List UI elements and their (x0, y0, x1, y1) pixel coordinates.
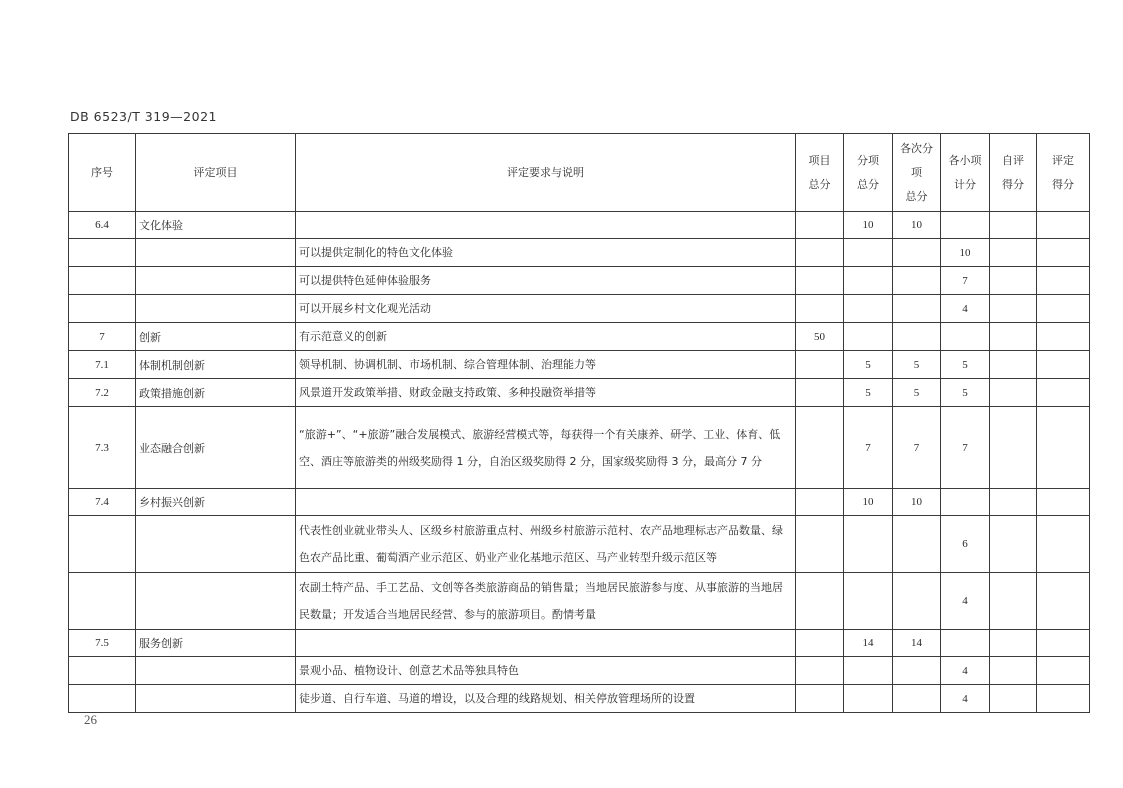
cell-self-score (990, 351, 1037, 379)
cell-each-sub-total (893, 685, 941, 713)
cell-item: 业态融合创新 (136, 407, 296, 489)
cell-requirement (296, 212, 796, 239)
cell-self-score (990, 239, 1037, 267)
cell-self-score (990, 267, 1037, 295)
cell-project-total: 50 (796, 323, 844, 351)
table-row (69, 489, 1090, 516)
cell-final-score (1037, 489, 1090, 516)
document-code: DB 6523/T 319—2021 (70, 109, 217, 124)
cell-final-score (1037, 630, 1090, 657)
cell-project-total (796, 685, 844, 713)
cell-each-sub-total (893, 239, 941, 267)
cell-seq (69, 267, 136, 295)
cell-sub-total (844, 685, 893, 713)
cell-seq (69, 295, 136, 323)
cell-each-sub-total: 5 (893, 379, 941, 407)
cell-final-score (1037, 239, 1090, 267)
table-row (69, 295, 1090, 323)
cell-self-score (990, 489, 1037, 516)
cell-sub-total (844, 239, 893, 267)
table-row (69, 685, 1090, 713)
cell-requirement: 代表性创业就业带头人、区级乡村旅游重点村、州级乡村旅游示范村、农产品地理标志产品数量、绿色农产品比重、葡萄酒产业示范区、奶业产业化基地示范区、马产业转型升级示范区等 (296, 516, 796, 573)
cell-each-sub-total (893, 516, 941, 573)
cell-seq (69, 516, 136, 573)
cell-item: 服务创新 (136, 630, 296, 657)
cell-each-sub-total (893, 657, 941, 685)
cell-self-score (990, 657, 1037, 685)
cell-item (136, 295, 296, 323)
cell-sub-total: 5 (844, 379, 893, 407)
cell-seq: 7.5 (69, 630, 136, 657)
cell-final-score (1037, 657, 1090, 685)
cell-self-score (990, 573, 1037, 630)
cell-small-item-score: 4 (941, 657, 990, 685)
cell-self-score (990, 685, 1037, 713)
cell-requirement (296, 489, 796, 516)
cell-item (136, 516, 296, 573)
header-small-item-score: 各小项 计分 (941, 134, 990, 212)
cell-item (136, 239, 296, 267)
cell-self-score (990, 407, 1037, 489)
cell-self-score (990, 379, 1037, 407)
cell-requirement: 景观小品、植物设计、创意艺术品等独具特色 (296, 657, 796, 685)
cell-self-score (990, 323, 1037, 351)
cell-item: 体制机制创新 (136, 351, 296, 379)
cell-small-item-score: 4 (941, 685, 990, 713)
cell-small-item-score: 10 (941, 239, 990, 267)
cell-small-item-score (941, 489, 990, 516)
cell-final-score (1037, 379, 1090, 407)
cell-item (136, 573, 296, 630)
cell-self-score (990, 630, 1037, 657)
cell-project-total (796, 657, 844, 685)
cell-project-total (796, 573, 844, 630)
cell-sub-total (844, 516, 893, 573)
header-requirements: 评定要求与说明 (296, 134, 796, 212)
table-row (69, 351, 1090, 379)
table-header-row (69, 134, 1090, 212)
cell-each-sub-total: 10 (893, 489, 941, 516)
cell-sub-total (844, 323, 893, 351)
cell-each-sub-total (893, 267, 941, 295)
cell-seq: 7.2 (69, 379, 136, 407)
cell-seq: 7 (69, 323, 136, 351)
header-project-total: 项目 总分 (796, 134, 844, 212)
cell-final-score (1037, 323, 1090, 351)
cell-project-total (796, 379, 844, 407)
table-row (69, 323, 1090, 351)
cell-project-total (796, 516, 844, 573)
cell-self-score (990, 516, 1037, 573)
cell-requirement: 可以提供定制化的特色文化体验 (296, 239, 796, 267)
cell-item: 创新 (136, 323, 296, 351)
cell-each-sub-total: 7 (893, 407, 941, 489)
cell-small-item-score: 4 (941, 573, 990, 630)
header-final-score: 评定 得分 (1037, 134, 1090, 212)
table-row (69, 267, 1090, 295)
cell-project-total (796, 267, 844, 295)
cell-self-score (990, 212, 1037, 239)
cell-seq: 7.1 (69, 351, 136, 379)
header-item: 评定项目 (136, 134, 296, 212)
table-row (69, 407, 1090, 489)
cell-requirement: 可以开展乡村文化观光活动 (296, 295, 796, 323)
cell-requirement (296, 630, 796, 657)
cell-sub-total (844, 267, 893, 295)
cell-small-item-score: 5 (941, 351, 990, 379)
cell-seq: 7.3 (69, 407, 136, 489)
cell-sub-total (844, 573, 893, 630)
cell-sub-total: 14 (844, 630, 893, 657)
cell-final-score (1037, 295, 1090, 323)
cell-requirement: 徒步道、自行车道、马道的增设，以及合理的线路规划、相关停放管理场所的设置 (296, 685, 796, 713)
table-row (69, 573, 1090, 630)
cell-final-score (1037, 516, 1090, 573)
cell-each-sub-total: 5 (893, 351, 941, 379)
cell-item: 政策措施创新 (136, 379, 296, 407)
cell-seq (69, 239, 136, 267)
cell-final-score (1037, 212, 1090, 239)
cell-small-item-score: 6 (941, 516, 990, 573)
cell-small-item-score: 7 (941, 267, 990, 295)
cell-requirement: 可以提供特色延伸体验服务 (296, 267, 796, 295)
cell-project-total (796, 295, 844, 323)
cell-project-total (796, 351, 844, 379)
cell-seq: 6.4 (69, 212, 136, 239)
cell-sub-total: 5 (844, 351, 893, 379)
cell-small-item-score (941, 630, 990, 657)
cell-seq (69, 657, 136, 685)
cell-sub-total (844, 295, 893, 323)
cell-final-score (1037, 267, 1090, 295)
cell-seq: 7.4 (69, 489, 136, 516)
cell-item (136, 657, 296, 685)
cell-final-score (1037, 407, 1090, 489)
cell-sub-total (844, 657, 893, 685)
cell-project-total (796, 239, 844, 267)
cell-item (136, 685, 296, 713)
cell-item: 文化体验 (136, 212, 296, 239)
cell-requirement: “旅游+”、“+旅游”融合发展模式、旅游经营模式等，每获得一个有关康养、研学、工业、体育、低空、酒庄等旅游类的州级奖励得 1 分，自治区级奖励得 2 分，国家级奖励得 3 分，最高分 7 分 (296, 407, 796, 489)
table-row (69, 630, 1090, 657)
cell-seq (69, 573, 136, 630)
header-each-sub-total: 各次分 项 总分 (893, 134, 941, 212)
cell-requirement: 有示范意义的创新 (296, 323, 796, 351)
header-self-score: 自评 得分 (990, 134, 1037, 212)
cell-item: 乡村振兴创新 (136, 489, 296, 516)
cell-self-score (990, 295, 1037, 323)
cell-small-item-score: 5 (941, 379, 990, 407)
cell-item (136, 267, 296, 295)
header-seq: 序号 (69, 134, 136, 212)
cell-final-score (1037, 351, 1090, 379)
cell-requirement: 风景道开发政策举措、财政金融支持政策、多种投融资举措等 (296, 379, 796, 407)
cell-final-score (1037, 685, 1090, 713)
cell-requirement: 农副土特产品、手工艺品、文创等各类旅游商品的销售量；当地居民旅游参与度、从事旅游的当地居民数量；开发适合当地居民经营、参与的旅游项目。酌情考量 (296, 573, 796, 630)
cell-project-total (796, 212, 844, 239)
cell-final-score (1037, 573, 1090, 630)
cell-seq (69, 685, 136, 713)
table-row (69, 212, 1090, 239)
table-row (69, 657, 1090, 685)
cell-sub-total: 10 (844, 489, 893, 516)
cell-small-item-score (941, 323, 990, 351)
cell-small-item-score: 4 (941, 295, 990, 323)
evaluation-table (68, 133, 1090, 713)
cell-sub-total: 10 (844, 212, 893, 239)
table-row (69, 379, 1090, 407)
cell-each-sub-total: 14 (893, 630, 941, 657)
table-row (69, 239, 1090, 267)
page-number: 26 (84, 712, 97, 727)
cell-requirement: 领导机制、协调机制、市场机制、综合管理体制、治理能力等 (296, 351, 796, 379)
cell-each-sub-total (893, 295, 941, 323)
cell-each-sub-total (893, 573, 941, 630)
cell-small-item-score: 7 (941, 407, 990, 489)
table-row (69, 516, 1090, 573)
header-sub-total: 分项 总分 (844, 134, 893, 212)
cell-project-total (796, 489, 844, 516)
cell-project-total (796, 630, 844, 657)
cell-each-sub-total: 10 (893, 212, 941, 239)
cell-project-total (796, 407, 844, 489)
cell-small-item-score (941, 212, 990, 239)
cell-each-sub-total (893, 323, 941, 351)
cell-sub-total: 7 (844, 407, 893, 489)
